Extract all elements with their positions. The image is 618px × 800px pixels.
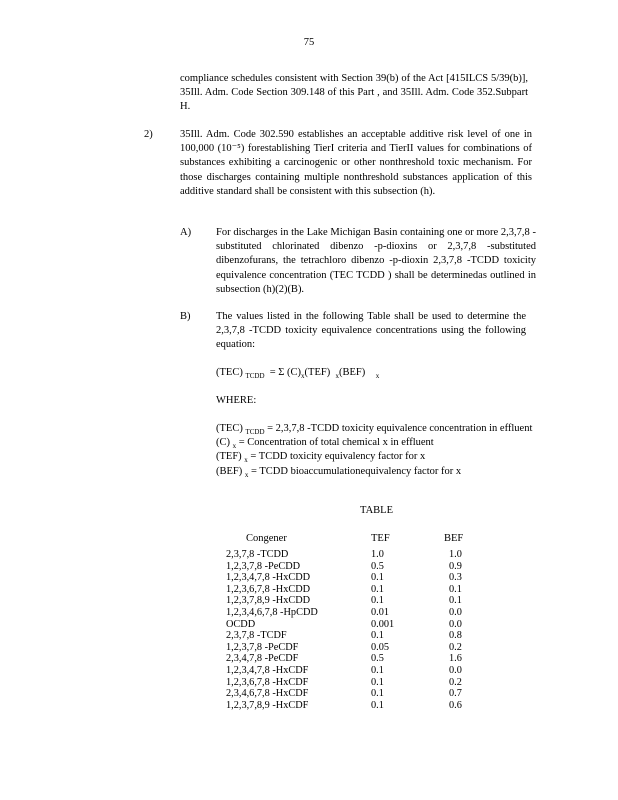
bef-cell: 0.1 bbox=[449, 595, 462, 607]
table-row bbox=[0, 595, 618, 607]
bef-cell: 0.3 bbox=[449, 572, 462, 584]
tef-cell: 0.1 bbox=[371, 699, 384, 711]
item-2-number: 2) bbox=[144, 129, 153, 140]
tef-cell: 0.5 bbox=[371, 653, 384, 665]
table-row bbox=[0, 677, 618, 689]
equation-rhs: = Σ (C) bbox=[269, 367, 302, 378]
table-row bbox=[0, 572, 618, 584]
table-row bbox=[0, 653, 618, 665]
table-row bbox=[0, 607, 618, 619]
item-b-letter: B) bbox=[180, 311, 191, 322]
table-row bbox=[0, 700, 618, 712]
definition-tef: (TEF) $_x$ = TCDD toxicity equivalency factor for x bbox=[216, 451, 426, 465]
equation-lhs: (TEC) bbox=[216, 367, 243, 378]
bef-cell: 0.2 bbox=[449, 641, 462, 653]
congener-cell: 1,2,3,7,8,9 -HxCDD bbox=[226, 595, 311, 607]
bef-cell: 0.0 bbox=[449, 618, 462, 630]
congener-cell: 1,2,3,4,6,7,8 -HpCDD bbox=[226, 607, 318, 618]
bef-cell: 1.6 bbox=[449, 653, 462, 665]
bef-cell: 0.6 bbox=[449, 699, 462, 711]
congener-cell: 1,2,3,7,8 -PeCDD bbox=[226, 560, 301, 572]
header-bef: BEF bbox=[444, 533, 464, 544]
tef-cell: 0.1 bbox=[371, 572, 384, 584]
congener-cell: 2,3,7,8 -TCDD bbox=[226, 549, 289, 560]
tef-cell: 0.1 bbox=[371, 595, 384, 607]
equation-lhs-sub: TCDD bbox=[245, 372, 265, 381]
intro-paragraph: compliance schedules consistent with Section 39(b) of the Act [415ILCS 5/39(b)], 35Ill. Adm. Code Section 309.148 of this Part , and 35Ill. Adm. Code 352.Subpart H. bbox=[180, 73, 528, 113]
congener-cell: 1,2,3,4,7,8 -HxCDF bbox=[226, 665, 309, 676]
definition-bef: (BEF) $_x$ = TCDD bioaccumulationequivalency factor for x bbox=[216, 465, 462, 479]
equation-bef: (BEF) bbox=[338, 367, 366, 378]
congener-cell: 2,3,7,8 -TCDF bbox=[226, 630, 287, 642]
table-row bbox=[0, 549, 618, 561]
page-number: 75 bbox=[303, 37, 315, 48]
item-2-text: 35Ill. Adm. Code 302.590 establishes an acceptable additive risk level of one in 100,000 (10⁻⁵) forestablishing TierI criteria and TierII values for combinations of substances exhibiting a carcinogenic or other nonthreshold toxic mechanism. For those discharges containing multiple nonthreshold substances application of this additive standard shall be consistent with this subsection (h). bbox=[180, 129, 532, 197]
bef-cell: 0.9 bbox=[449, 560, 462, 572]
tef-cell: 0.001 bbox=[371, 618, 395, 630]
bef-cell: 0.0 bbox=[449, 607, 462, 618]
bef-cell: 0.8 bbox=[449, 630, 462, 642]
equation-tef-sub: x bbox=[335, 372, 339, 381]
definition-tec: (TEC) $_{TCDD}$ = 2,3,7,8 -TCDD toxicity equivalence concentration in effluent bbox=[216, 423, 533, 437]
table-row bbox=[0, 665, 618, 677]
equation-c-sub: x bbox=[301, 372, 305, 381]
tef-cell: 0.01 bbox=[371, 607, 390, 618]
bef-cell: 0.0 bbox=[449, 665, 462, 676]
tef-cell: 0.1 bbox=[371, 688, 384, 700]
table-row bbox=[0, 584, 618, 596]
equation-tef: (TEF) bbox=[304, 367, 331, 378]
table-row bbox=[0, 642, 618, 654]
congener-cell: 2,3,4,7,8 -PeCDF bbox=[226, 653, 299, 665]
bef-cell: 0.1 bbox=[449, 583, 462, 595]
item-b-text: The values listed in the following Table shall be used to determine the 2,3,7,8 -TCDD toxicity equivalence concentrations using the following equation: bbox=[216, 311, 526, 351]
table-row bbox=[0, 561, 618, 573]
bef-cell: 0.7 bbox=[449, 688, 462, 700]
tef-cell: 0.1 bbox=[371, 583, 384, 595]
toxicity-equation bbox=[216, 366, 379, 380]
congener-cell: 1,2,3,7,8 -PeCDF bbox=[226, 641, 299, 653]
tef-cell: 0.05 bbox=[371, 641, 390, 653]
equation-bef-sub: x bbox=[375, 372, 380, 381]
congener-cell: 1,2,3,6,7,8 -HxCDD bbox=[226, 583, 311, 595]
tef-cell: 0.5 bbox=[371, 560, 384, 572]
table-row bbox=[0, 630, 618, 642]
bef-cell: 1.0 bbox=[449, 549, 462, 560]
congener-cell: 1,2,3,7,8,9 -HxCDF bbox=[226, 699, 309, 711]
tef-cell: 1.0 bbox=[371, 549, 384, 560]
item-a-letter: A) bbox=[180, 227, 192, 238]
tef-cell: 0.1 bbox=[371, 630, 384, 642]
table-row bbox=[0, 619, 618, 631]
congener-cell: 2,3,4,6,7,8 -HxCDF bbox=[226, 688, 309, 700]
definition-c: (C) $_x$ = Concentration of total chemical x in effluent bbox=[216, 437, 434, 451]
tef-cell: 0.1 bbox=[371, 676, 384, 688]
congener-cell: OCDD bbox=[226, 618, 256, 630]
definitions bbox=[216, 422, 536, 479]
table-header-row bbox=[0, 532, 618, 545]
congener-cell: 1,2,3,4,7,8 -HxCDD bbox=[226, 572, 311, 584]
tef-cell: 0.1 bbox=[371, 665, 384, 676]
table-title: TABLE bbox=[360, 505, 393, 516]
table-row bbox=[0, 688, 618, 700]
header-congener: Congener bbox=[246, 533, 287, 544]
bef-cell: 0.2 bbox=[449, 676, 462, 688]
congener-cell: 1,2,3,6,7,8 -HxCDF bbox=[226, 676, 309, 688]
where-label: WHERE: bbox=[216, 395, 257, 406]
item-a-text: For discharges in the Lake Michigan Basin containing one or more 2,3,7,8 -substituted chlorinated dibenzo -p-dioxins or 2,3,7,8 -substituted dibenzofurans, the tetrachloro dibenzo -p-dioxin 2,3,7,8 -TCDD toxicity equivalence concentration (TEC TCDD ) shall be determinedas outlined in subsection (h)(2)(B). bbox=[216, 227, 536, 295]
header-tef: TEF bbox=[371, 533, 390, 544]
